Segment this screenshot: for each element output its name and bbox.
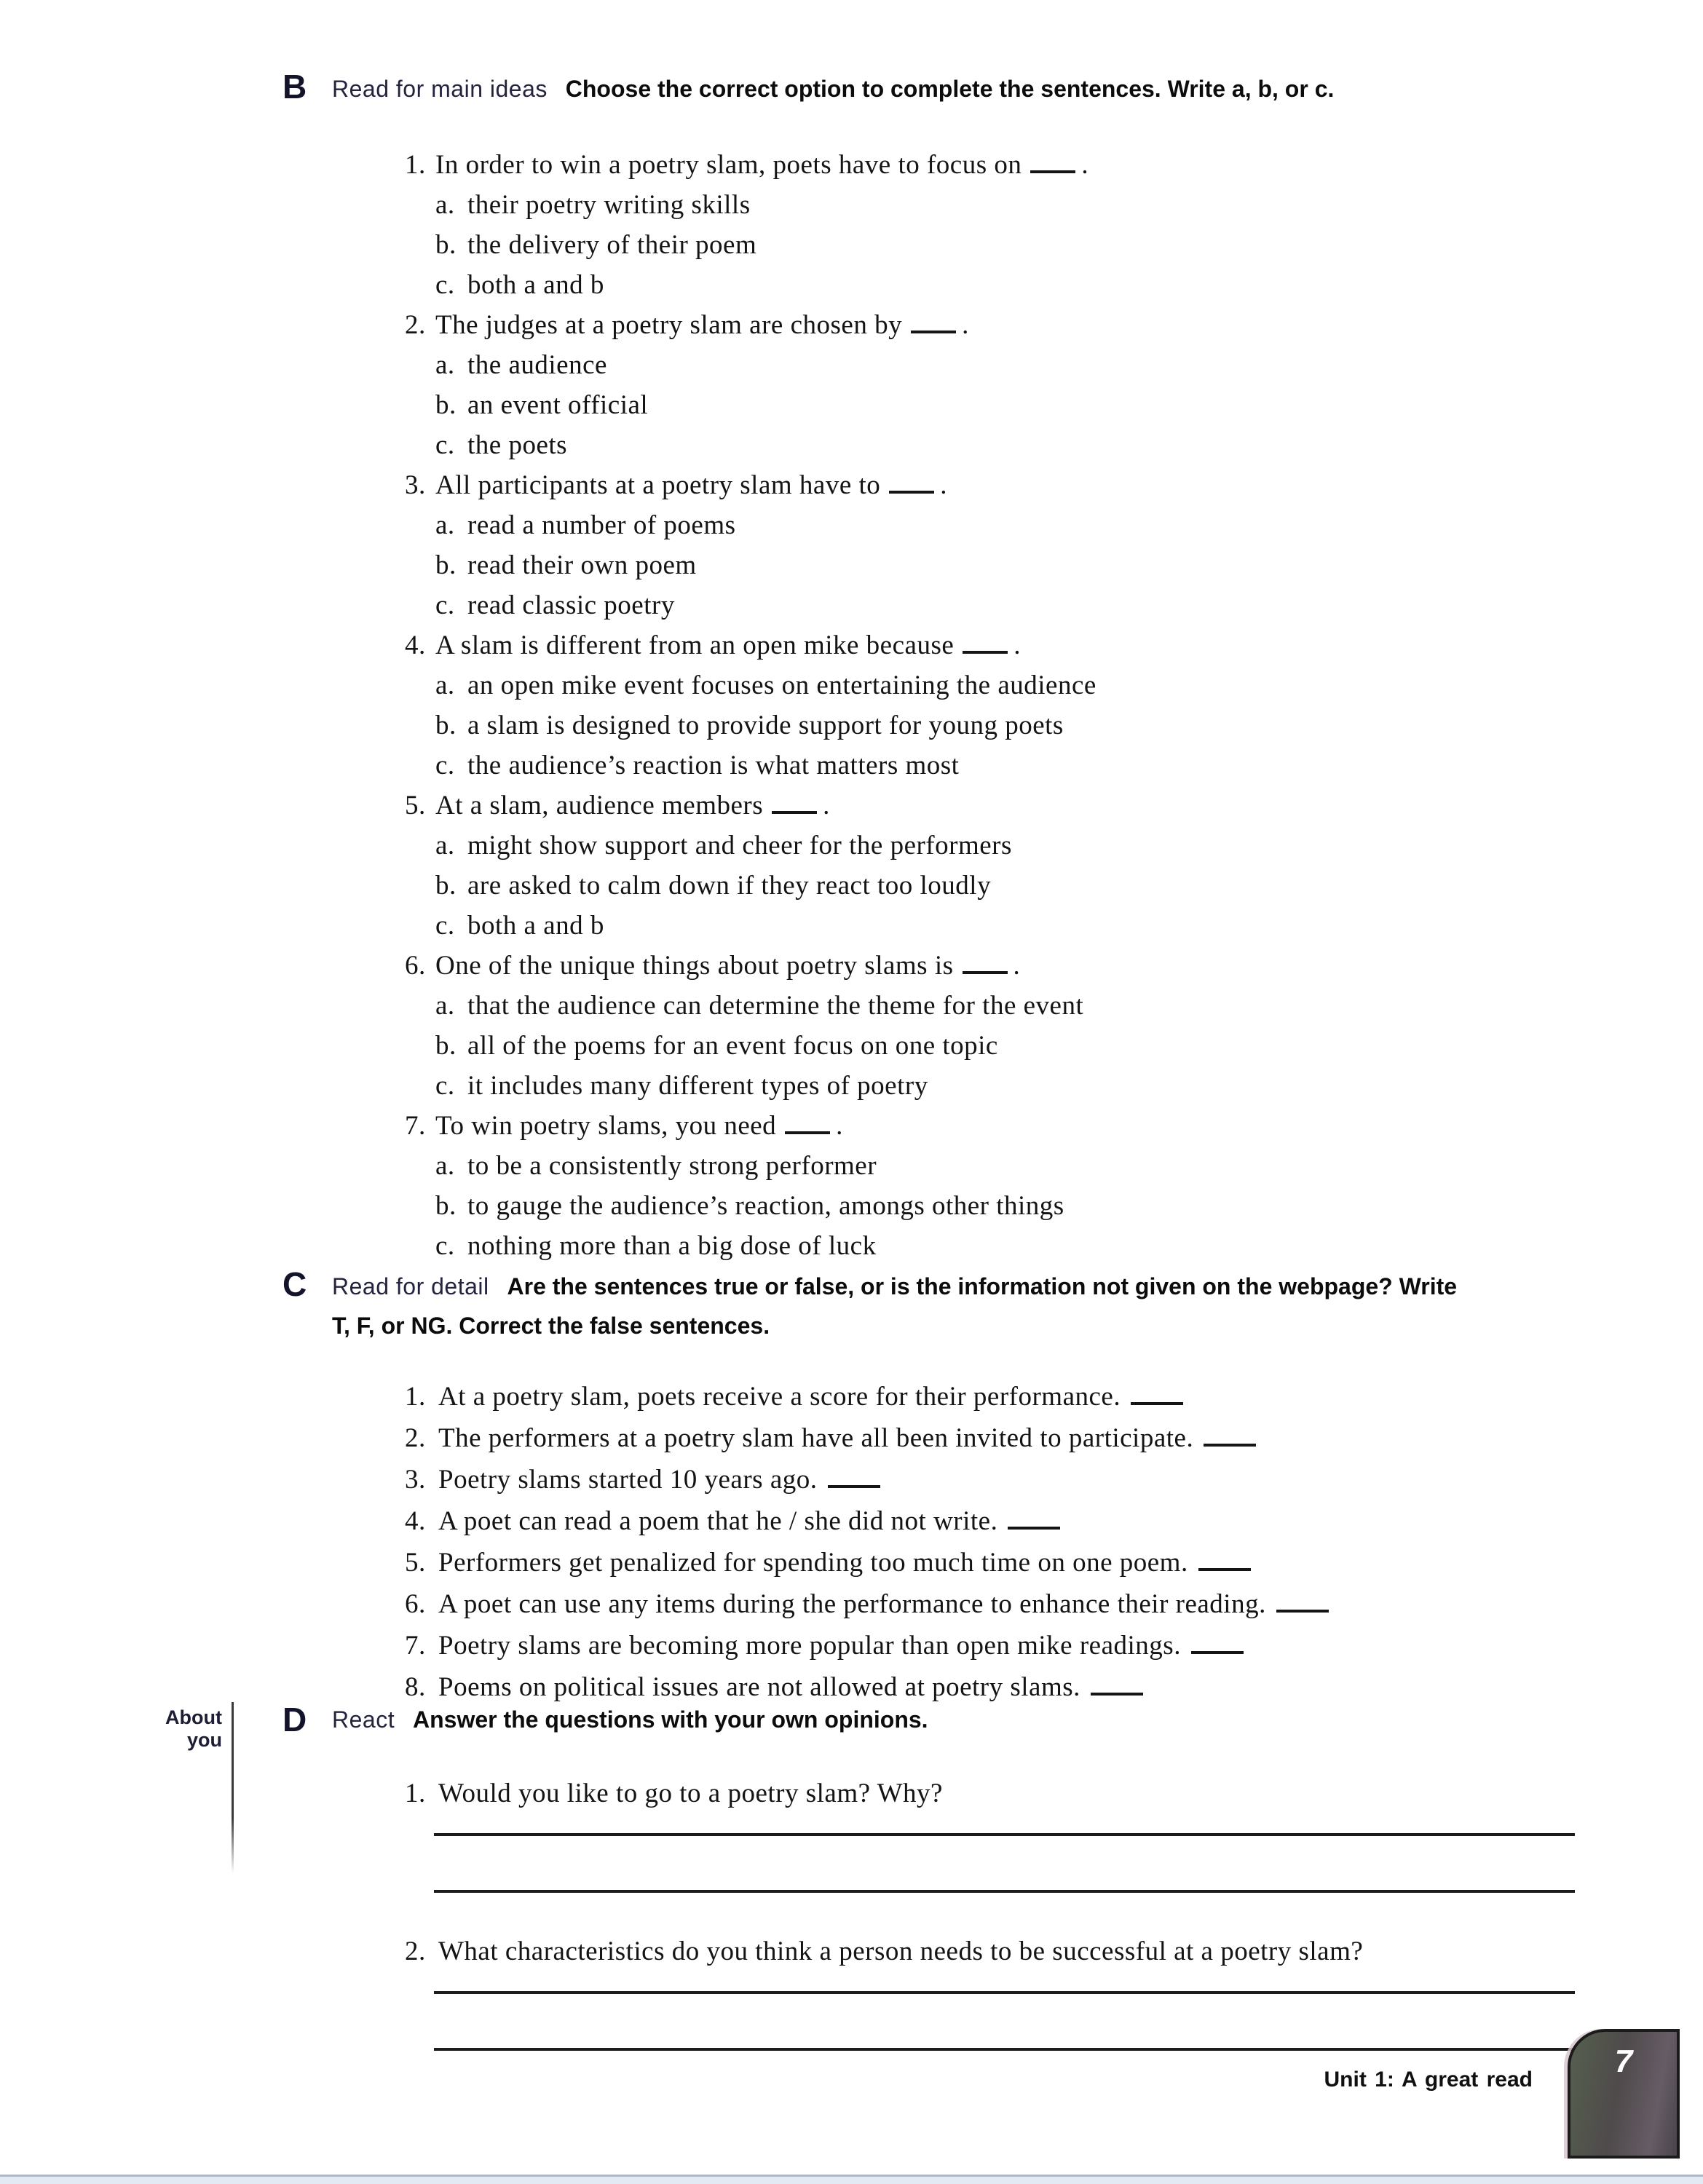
option-letter: c. (435, 1231, 455, 1261)
option-row (435, 385, 1334, 425)
sidebar-rule (232, 1702, 234, 1873)
tf-item (405, 1459, 1468, 1500)
question-number: 5. (405, 1548, 426, 1578)
question-block (405, 145, 1334, 305)
section-d-header (332, 1702, 1578, 1737)
option-text: an event official (467, 390, 649, 420)
section-c-header (332, 1267, 1468, 1345)
tf-sentence: At a poetry slam, poets receive a score for their performance. (438, 1382, 1121, 1412)
section-c-letter: C (282, 1265, 307, 1303)
question-stem (405, 786, 1334, 826)
question-block (405, 465, 1334, 625)
option-row (435, 505, 1334, 545)
question-stem (405, 625, 1334, 665)
question-number: 3. (405, 1465, 426, 1495)
section-b-header (332, 69, 1334, 108)
option-row (435, 745, 1334, 786)
option-letter: a. (435, 991, 455, 1021)
question-stem-text: In order to win a poetry slam, poets have to focus on (435, 150, 1022, 180)
answer-blank[interactable] (785, 1127, 830, 1134)
option-text: read their own poem (467, 550, 697, 580)
question-stem (405, 1106, 1334, 1146)
answer-blank[interactable] (1191, 1647, 1244, 1654)
question-number: 7. (405, 1111, 426, 1141)
option-text: might show support and cheer for the performers (467, 831, 1012, 860)
tf-item (405, 1542, 1468, 1583)
question-list (405, 145, 1334, 1266)
option-row (435, 185, 1334, 225)
option-list (405, 986, 1334, 1106)
question-number: 2. (405, 1936, 426, 1966)
answer-blank[interactable] (889, 486, 934, 494)
skill-label: Read for main ideas (332, 76, 548, 102)
tf-sentence: The performers at a poetry slam have all been invited to participate. (438, 1423, 1194, 1453)
option-letter: c. (435, 590, 455, 620)
option-list (405, 505, 1334, 625)
question-number: 2. (405, 1423, 426, 1453)
option-row (435, 585, 1334, 625)
question-block (405, 1106, 1334, 1266)
answer-blank[interactable] (1276, 1605, 1329, 1613)
about-you-line1: About (165, 1706, 222, 1728)
open-question-block (405, 1773, 1578, 1893)
page-number-tab (1568, 2029, 1680, 2159)
option-letter: a. (435, 1151, 455, 1181)
option-letter: b. (435, 711, 457, 740)
answer-blank[interactable] (963, 646, 1008, 654)
option-row (435, 826, 1334, 866)
question-number: 1. (405, 1779, 426, 1808)
option-letter: b. (435, 230, 457, 260)
answer-blank[interactable] (1204, 1439, 1256, 1447)
question-number: 8. (405, 1672, 426, 1702)
answer-blank[interactable] (828, 1481, 880, 1488)
option-row (435, 425, 1334, 465)
option-letter: b. (435, 1191, 457, 1221)
option-list (405, 826, 1334, 946)
tf-sentence: Poems on political issues are not allowed at poetry slams. (438, 1672, 1080, 1702)
question-stem-text: One of the unique things about poetry slams is (435, 951, 954, 981)
skill-label: React (332, 1706, 395, 1733)
tf-item (405, 1417, 1468, 1459)
answer-blank[interactable] (1198, 1564, 1251, 1571)
section-d (282, 1702, 1578, 2051)
question-number: 1. (405, 1382, 426, 1412)
option-letter: c. (435, 751, 455, 780)
about-you-line2: you (186, 1729, 222, 1751)
question-number: 3. (405, 470, 426, 500)
tf-item (405, 1500, 1468, 1542)
question-number: 4. (405, 1506, 426, 1536)
option-text: that the audience can determine the theme for the event (467, 991, 1084, 1021)
option-letter: a. (435, 350, 455, 380)
option-row (435, 906, 1334, 946)
question-block (405, 625, 1334, 786)
option-row (435, 545, 1334, 585)
question-stem-text: To win poetry slams, you need (435, 1111, 777, 1141)
option-letter: b. (435, 390, 457, 420)
option-text: read a number of poems (467, 510, 736, 540)
blank-tail: . (1081, 150, 1089, 180)
option-text: an open mike event focuses on entertaining the audience (467, 670, 1097, 700)
question-number: 1. (405, 150, 426, 180)
option-row (435, 705, 1334, 745)
option-text: nothing more than a big dose of luck (467, 1231, 877, 1261)
instruction-text: Choose the correct option to complete the sentences. Write a, b, or c. (565, 76, 1335, 102)
open-question-block (405, 1931, 1578, 2051)
open-question (405, 1931, 1578, 1972)
answer-blank[interactable] (1030, 166, 1075, 173)
option-text: the delivery of their poem (467, 230, 757, 260)
blank-tail: . (962, 310, 969, 340)
option-row (435, 986, 1334, 1026)
tf-item (405, 1625, 1468, 1666)
option-letter: b. (435, 1031, 457, 1061)
option-text: are asked to calm down if they react too loudly (467, 871, 992, 901)
section-c (282, 1267, 1594, 1708)
option-row (435, 1226, 1334, 1266)
option-letter: c. (435, 1071, 455, 1101)
question-number: 2. (405, 310, 426, 340)
blank-tail: . (940, 470, 948, 500)
option-text: read classic poetry (467, 590, 675, 620)
option-letter: a. (435, 670, 455, 700)
section-b-letter: B (282, 68, 307, 106)
option-row (435, 1066, 1334, 1106)
answer-line[interactable] (434, 2048, 1575, 2051)
option-row (435, 1026, 1334, 1066)
answer-blank[interactable] (1091, 1688, 1143, 1696)
question-number: 4. (405, 630, 426, 660)
question-stem (405, 465, 1334, 505)
section-b (282, 69, 1601, 1266)
question-stem-text: All participants at a poetry slam have to (435, 470, 881, 500)
answer-blank[interactable] (772, 807, 817, 814)
option-row (435, 345, 1334, 385)
open-question (405, 1773, 1578, 1814)
question-stem (405, 305, 1334, 345)
option-list (405, 665, 1334, 786)
answer-blank[interactable] (963, 967, 1008, 974)
open-question-text: Would you like to go to a poetry slam? Why? (438, 1779, 943, 1808)
option-letter: a. (435, 190, 455, 220)
blank-tail: . (836, 1111, 843, 1141)
tf-item (405, 1376, 1468, 1417)
blank-tail: . (1013, 951, 1021, 981)
option-text: their poetry writing skills (467, 190, 751, 220)
blank-tail: . (1013, 630, 1022, 660)
answer-blank[interactable] (911, 326, 956, 333)
option-row (435, 1146, 1334, 1186)
option-text: the audience (467, 350, 607, 380)
option-letter: b. (435, 871, 457, 901)
tf-sentence: A poet can read a poem that he / she did not write. (438, 1506, 998, 1536)
question-block (405, 305, 1334, 465)
option-row (435, 866, 1334, 906)
option-text: the audience’s reaction is what matters most (467, 751, 960, 780)
question-stem (405, 946, 1334, 986)
about-you-label (146, 1706, 222, 1752)
tf-sentence: Poetry slams are becoming more popular than open mike readings. (438, 1631, 1181, 1661)
option-text: it includes many different types of poetry (467, 1071, 928, 1101)
option-row (435, 265, 1334, 305)
option-text: both a and b (467, 911, 604, 941)
open-question-list (405, 1773, 1578, 2051)
answer-blank[interactable] (1131, 1398, 1183, 1405)
option-letter: c. (435, 430, 455, 460)
question-stem-text: A slam is different from an open mike because (435, 630, 955, 660)
true-false-list (405, 1376, 1468, 1708)
instruction-text: Are the sentences true or false, or is the information not given on the webpage? Write T, F, or NG. Correct the false sentences. (332, 1273, 1458, 1339)
tf-item (405, 1583, 1468, 1625)
question-block (405, 946, 1334, 1106)
tf-sentence: A poet can use any items during the performance to enhance their reading. (438, 1589, 1266, 1619)
tf-sentence: Poetry slams started 10 years ago. (438, 1465, 818, 1495)
option-letter: a. (435, 831, 455, 860)
page-number: 7 (1614, 2043, 1633, 2079)
option-list (405, 345, 1334, 465)
option-row (435, 225, 1334, 265)
option-letter: a. (435, 510, 455, 540)
question-number: 7. (405, 1631, 426, 1661)
option-text: all of the poems for an event focus on one topic (467, 1031, 998, 1061)
option-text: to gauge the audience’s reaction, amongs other things (467, 1191, 1064, 1221)
option-letter: b. (435, 550, 457, 580)
skill-label: Read for detail (332, 1273, 489, 1299)
option-row (435, 665, 1334, 705)
option-row (435, 1186, 1334, 1226)
option-letter: c. (435, 911, 455, 941)
question-stem (405, 145, 1334, 185)
bottom-strip (0, 2175, 1703, 2184)
answer-line[interactable] (434, 1890, 1575, 1893)
option-text: the poets (467, 430, 568, 460)
open-question-text: What characteristics do you think a person needs to be successful at a poetry slam? (438, 1936, 1364, 1966)
option-text: a slam is designed to provide support for young poets (467, 711, 1064, 740)
tf-sentence: Performers get penalized for spending too much time on one poem. (438, 1548, 1188, 1578)
question-number: 6. (405, 1589, 426, 1619)
option-letter: c. (435, 270, 455, 300)
option-text: to be a consistently strong performer (467, 1151, 877, 1181)
footer-unit-label: Unit 1: A great read (1324, 2068, 1533, 2092)
answer-line[interactable] (434, 1833, 1575, 1836)
option-list (405, 185, 1334, 305)
blank-tail: . (823, 791, 830, 820)
answer-blank[interactable] (1008, 1522, 1060, 1530)
question-number: 5. (405, 791, 426, 820)
question-number: 6. (405, 951, 426, 981)
section-d-letter: D (282, 1701, 307, 1738)
question-stem-text: The judges at a poetry slam are chosen by (435, 310, 903, 340)
instruction-text: Answer the questions with your own opinions. (412, 1706, 928, 1733)
option-text: both a and b (467, 270, 604, 300)
answer-line[interactable] (434, 1991, 1575, 1994)
option-list (405, 1146, 1334, 1266)
question-block (405, 786, 1334, 946)
question-stem-text: At a slam, audience members (435, 791, 764, 820)
